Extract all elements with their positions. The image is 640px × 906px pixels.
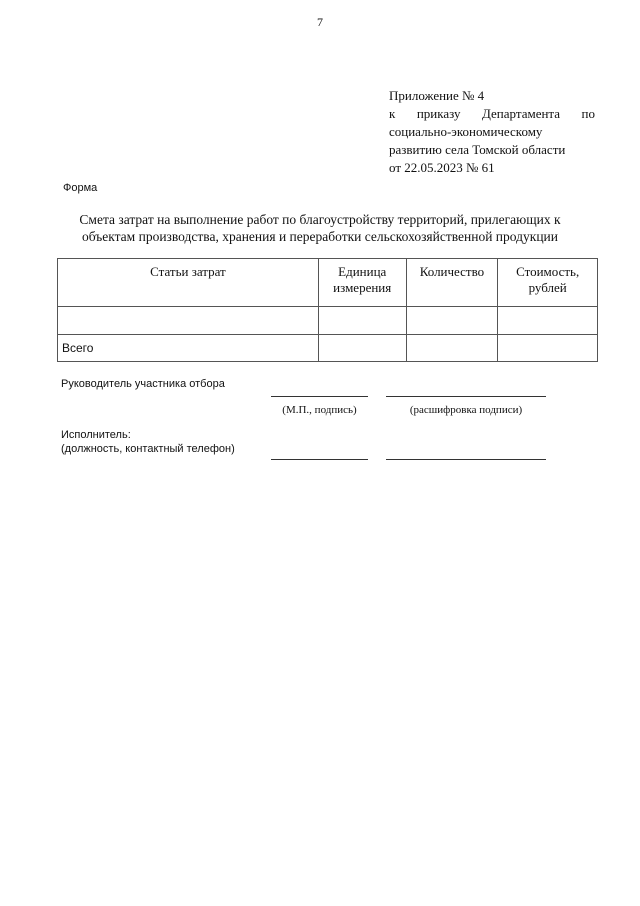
header-cost-items — [58, 259, 319, 307]
table-cell[interactable] — [58, 307, 319, 335]
table-cell[interactable] — [498, 335, 598, 362]
executor-phone-line[interactable] — [386, 459, 546, 460]
table-header-row — [58, 259, 598, 307]
executor-position-line[interactable] — [271, 459, 368, 460]
appendix-line-3: социально-экономическому — [389, 124, 543, 139]
appendix-line-5: от 22.05.2023 № 61 — [389, 160, 495, 175]
table-row — [58, 307, 598, 335]
header-unit-line-2: измерения — [333, 280, 392, 295]
executor-sublabel: (должность, контактный телефон) — [61, 443, 235, 455]
cost-estimate-table — [57, 258, 598, 362]
header-cost-line-1: Стоимость, — [516, 264, 580, 279]
total-label: Всего — [58, 335, 319, 362]
header-unit — [318, 259, 406, 307]
header-cost-line-2: рублей — [528, 280, 567, 295]
appendix-line-2: к приказу Департамента по — [389, 106, 595, 121]
appendix-line-4: развитию села Томской области — [389, 142, 566, 157]
form-label: Форма — [63, 182, 98, 194]
stamp-signature-caption: (М.П., подпись) — [282, 404, 357, 416]
table-cell[interactable] — [406, 335, 498, 362]
appendix-line-1: Приложение № 4 — [389, 88, 485, 103]
document-title-line-1: Смета затрат на выполнение работ по благоустройству территорий, прилегающих к — [79, 212, 561, 227]
header-unit-line-1: Единица — [338, 264, 387, 279]
header-quantity — [406, 259, 498, 307]
table-cell[interactable] — [318, 335, 406, 362]
header-quantity-text: Количество — [419, 264, 485, 279]
table-total-row — [58, 335, 598, 362]
appendix-block — [389, 87, 595, 177]
table-cell[interactable] — [498, 307, 598, 335]
table-cell[interactable] — [318, 307, 406, 335]
signature-line[interactable] — [271, 396, 368, 397]
head-of-participant-label: Руководитель участника отбора — [61, 378, 225, 390]
document-title — [40, 211, 600, 245]
page-number: 7 — [317, 15, 323, 29]
header-cost — [498, 259, 598, 307]
table-cell[interactable] — [406, 307, 498, 335]
signature-decode-line[interactable] — [386, 396, 546, 397]
document-title-line-2: объектам производства, хранения и переработки сельскохозяйственной продукции — [81, 229, 558, 244]
header-cost-items-text: Статьи затрат — [150, 264, 226, 279]
signature-decode-caption: (расшифровка подписи) — [409, 404, 523, 416]
executor-label: Исполнитель: — [61, 429, 131, 441]
